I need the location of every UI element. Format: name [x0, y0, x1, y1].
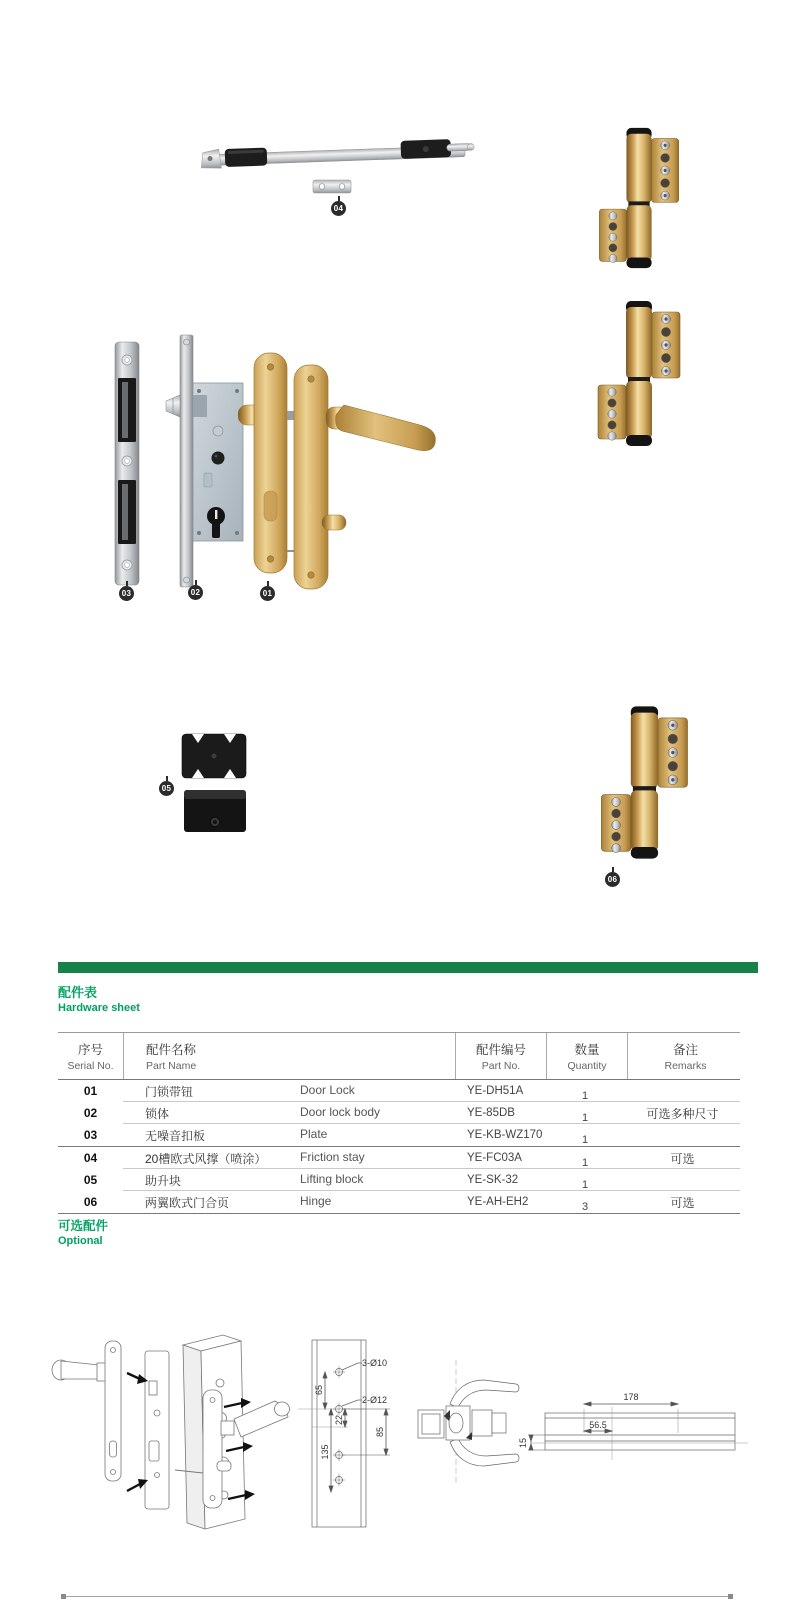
part-label-03-text: 03	[121, 589, 132, 598]
lifting-block-image	[158, 728, 258, 838]
row-part-no: YE-SK-32	[467, 1174, 519, 1186]
row-name-en: Lifting block	[300, 1171, 364, 1186]
row-qty: 3	[581, 1200, 589, 1213]
header-qty-en: Quantity	[567, 1060, 607, 1072]
part-label-06	[605, 872, 620, 887]
header-name-en: Part Name	[146, 1060, 197, 1072]
header-remarks-en: Remarks	[664, 1060, 707, 1072]
part-label-06-text: 06	[607, 875, 618, 884]
hinge-image-1	[590, 126, 690, 271]
row-serial: 05	[83, 1173, 98, 1187]
row-remarks: 可选	[670, 1151, 695, 1166]
table-row	[58, 1147, 740, 1169]
header-remarks	[627, 1033, 743, 1079]
part-label-05-text: 05	[161, 784, 172, 793]
hardware-sheet-title-cn: 配件表	[58, 985, 98, 1000]
dim-65: 65	[314, 1384, 324, 1396]
part-label-04	[331, 201, 346, 216]
row-part-no: YE-KB-WZ170	[467, 1129, 543, 1141]
row-part-no: YE-FC03A	[467, 1152, 522, 1164]
dim-178: 178	[623, 1392, 639, 1402]
part-label-02	[188, 585, 203, 600]
exploded-view-drawing	[45, 1323, 295, 1538]
header-part-name	[123, 1033, 455, 1079]
dim-2-holes-12: 2-Ø12	[362, 1395, 388, 1405]
row-part-no: YE-AH-EH2	[467, 1196, 529, 1208]
part-label-01	[260, 586, 275, 601]
door-handle-image	[238, 343, 443, 598]
dim-85: 85	[375, 1426, 385, 1438]
header-serial	[58, 1033, 123, 1079]
rail-dimensions-drawing	[518, 1385, 763, 1463]
part-label-01-text: 01	[262, 589, 273, 598]
header-part-no	[455, 1033, 546, 1079]
strike-plate-image	[110, 340, 144, 588]
table-row	[58, 1169, 740, 1191]
header-serial-en: Serial No.	[67, 1060, 114, 1072]
row-qty: 1	[581, 1178, 589, 1191]
part-label-02-text: 02	[190, 588, 201, 597]
row-part-no: YE-DH51A	[467, 1085, 524, 1097]
header-partno-cn: 配件编号	[475, 1043, 526, 1057]
row-name-en: Friction stay	[300, 1149, 365, 1164]
part-label-04-text: 04	[333, 204, 344, 213]
row-name-en: Door Lock	[300, 1082, 355, 1097]
bottom-rule	[64, 1596, 730, 1597]
row-name-cn: 锁体	[145, 1106, 170, 1121]
part-label-05	[159, 781, 174, 796]
row-name-en: Door lock body	[300, 1104, 381, 1119]
table-row	[58, 1191, 740, 1214]
row-part-no: YE-85DB	[467, 1107, 515, 1119]
row-qty: 1	[581, 1111, 589, 1124]
row-name-en: Plate	[300, 1126, 328, 1141]
dim-15: 15	[518, 1437, 528, 1449]
row-serial: 03	[83, 1128, 98, 1142]
table-header-row	[58, 1033, 740, 1080]
dim-56-5: 56.5	[589, 1420, 607, 1430]
mounting-bracket	[313, 180, 351, 193]
header-quantity	[546, 1033, 627, 1079]
dim-135: 135	[320, 1444, 330, 1460]
section-divider-bar	[58, 962, 758, 973]
part-label-03	[119, 586, 134, 601]
header-qty-cn: 数量	[574, 1043, 600, 1057]
table-row	[58, 1124, 740, 1147]
hardware-table	[58, 1032, 740, 1214]
table-row	[58, 1102, 740, 1124]
table-row	[58, 1080, 740, 1102]
row-qty: 1	[581, 1089, 589, 1102]
row-serial: 01	[83, 1084, 98, 1098]
header-name-cn: 配件名称	[146, 1043, 197, 1057]
header-remarks-cn: 备注	[672, 1043, 698, 1057]
lock-body-image	[158, 333, 250, 591]
hardware-sheet-heading	[58, 982, 140, 1014]
hinge-image-3	[593, 703, 698, 863]
row-qty: 1	[581, 1133, 589, 1146]
row-name-cn: 两翼欧式门合页	[145, 1195, 230, 1210]
row-name-cn: 门锁带钮	[145, 1084, 194, 1099]
row-remarks: 可选	[670, 1195, 695, 1210]
cross-section-drawing	[398, 1358, 528, 1488]
hardware-sheet-title-en: Hardware sheet	[58, 1002, 140, 1014]
row-remarks: 可选多种尺寸	[646, 1106, 719, 1121]
header-partno-en: Part No.	[481, 1060, 521, 1072]
row-serial: 06	[83, 1195, 98, 1209]
hinge-image-2	[590, 298, 690, 450]
optional-title-en: Optional	[58, 1235, 103, 1247]
optional-title-cn: 可选配件	[58, 1219, 109, 1233]
row-name-cn: 20槽欧式风撑（喷涂）	[145, 1151, 267, 1166]
row-name-cn: 助升块	[145, 1173, 182, 1188]
row-name-cn: 无噪音扣板	[145, 1128, 206, 1143]
row-serial: 02	[83, 1106, 98, 1120]
row-name-en: Hinge	[300, 1193, 332, 1208]
header-serial-cn: 序号	[77, 1043, 103, 1057]
dim-22: 22	[334, 1414, 344, 1426]
optional-heading	[58, 1216, 108, 1247]
dim-3-holes-10: 3-Ø10	[362, 1358, 388, 1368]
row-qty: 1	[581, 1156, 589, 1169]
row-serial: 04	[83, 1151, 98, 1165]
